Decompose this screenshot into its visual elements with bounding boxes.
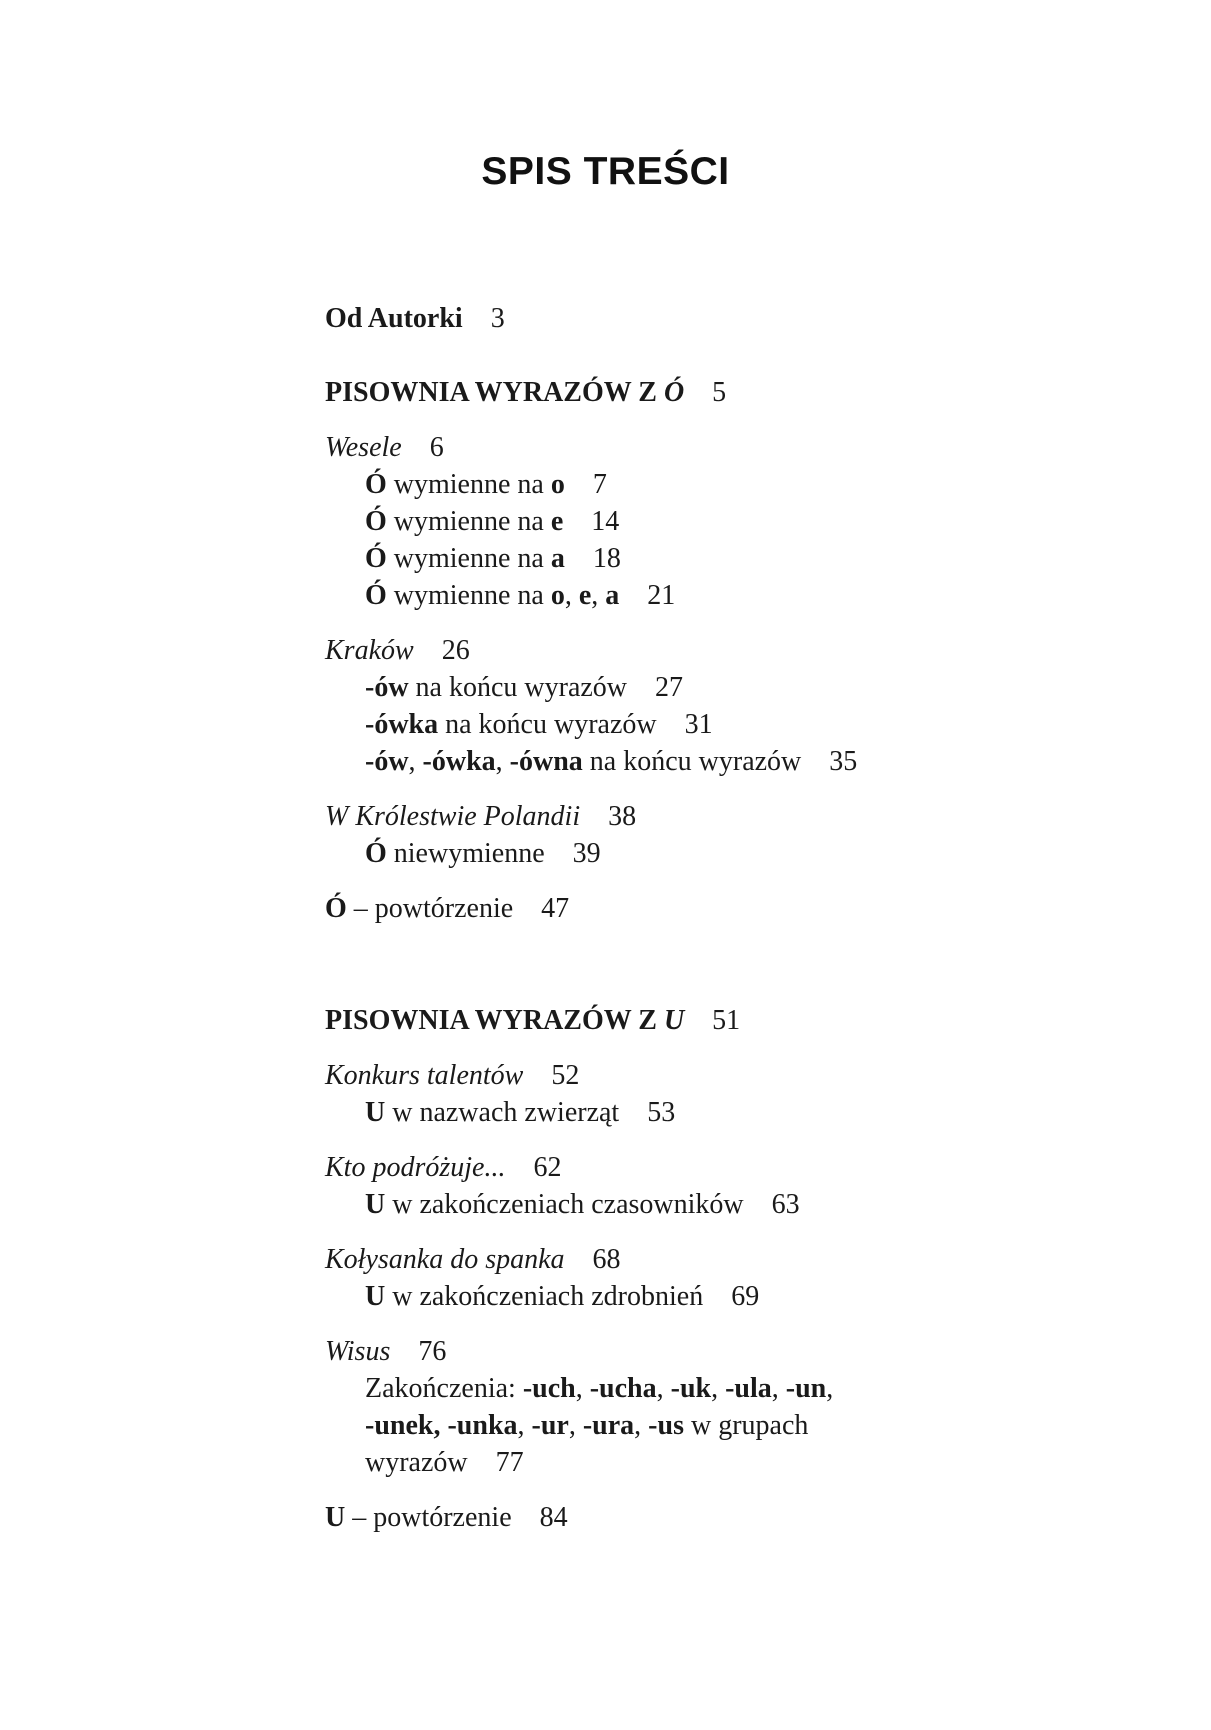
page-number: 35 <box>829 746 858 777</box>
page-number: 38 <box>608 801 637 832</box>
toc-section-o[interactable]: PISOWNIA WYRAZÓW Z Ó 5 <box>325 377 727 408</box>
page-number: 84 <box>539 1502 568 1533</box>
toc-subentry[interactable]: Ó niewymienne 39 <box>365 838 601 869</box>
toc-subentry[interactable]: U w zakończeniach zdrobnień 69 <box>365 1281 760 1312</box>
page-number: 39 <box>572 838 601 869</box>
table-of-contents <box>325 300 1085 1536</box>
toc-chapter-wisus[interactable]: Wisus 76 <box>325 1336 447 1367</box>
toc-subentry[interactable]: U w nazwach zwierząt 53 <box>365 1097 676 1128</box>
page-number: 5 <box>712 377 727 408</box>
page-number: 7 <box>592 469 607 500</box>
page-number: 51 <box>712 1005 741 1036</box>
toc-subentry[interactable]: Ó wymienne na o 7 <box>365 469 607 500</box>
page-number: 69 <box>731 1281 760 1312</box>
toc-subentry[interactable]: -ów na końcu wyrazów 27 <box>365 672 684 703</box>
toc-subentry-zakonczenia-line1[interactable]: Zakończenia: -uch, -ucha, -uk, -ula, -un, <box>365 1373 834 1404</box>
page-number: 62 <box>533 1152 562 1183</box>
toc-subentry[interactable]: Ó wymienne na e 14 <box>365 506 620 537</box>
page-number: 63 <box>771 1189 800 1220</box>
page-number: 47 <box>541 893 570 924</box>
page-number: 21 <box>647 580 676 611</box>
page-number: 27 <box>655 672 684 703</box>
toc-entry-o-powtorzenie[interactable]: Ó – powtórzenie 47 <box>325 893 570 924</box>
toc-subentry[interactable]: Ó wymienne na a 18 <box>365 543 621 574</box>
toc-subentry-zakonczenia-line3[interactable]: wyrazów 77 <box>365 1447 524 1478</box>
toc-entry-u-powtorzenie[interactable]: U – powtórzenie 84 <box>325 1502 568 1533</box>
toc-chapter-konkurs[interactable]: Konkurs talentów 52 <box>325 1060 580 1091</box>
page-number: 31 <box>684 709 713 740</box>
toc-subentry[interactable]: Ó wymienne na o, e, a 21 <box>365 580 676 611</box>
page-number: 52 <box>551 1060 580 1091</box>
page-number: 14 <box>591 506 620 537</box>
toc-chapter-krolestwo[interactable]: W Królestwie Polandii 38 <box>325 801 637 832</box>
page-number: 6 <box>429 432 444 463</box>
toc-subentry[interactable]: U w zakończeniach czasowników 63 <box>365 1189 800 1220</box>
toc-chapter-krakow[interactable]: Kraków 26 <box>325 635 470 666</box>
page-number: 76 <box>418 1336 447 1367</box>
toc-chapter-kolysanka[interactable]: Kołysanka do spanka 68 <box>325 1244 621 1275</box>
toc-subentry[interactable]: -ów, -ówka, -ówna na końcu wyrazów 35 <box>365 746 858 777</box>
page-number: 18 <box>592 543 621 574</box>
page-title: SPIS TREŚCI <box>481 150 730 193</box>
page-number: 3 <box>490 303 505 334</box>
toc-chapter-kto-podrozuje[interactable]: Kto podróżuje... 62 <box>325 1152 562 1183</box>
toc-section-u[interactable]: PISOWNIA WYRAZÓW Z U 51 <box>325 1005 741 1036</box>
toc-subentry-zakonczenia-line2[interactable]: -unek, -unka, -ur, -ura, -us w grupach <box>365 1410 809 1441</box>
toc-chapter-wesele[interactable]: Wesele 6 <box>325 432 444 463</box>
toc-subentry[interactable]: -ówka na końcu wyrazów 31 <box>365 709 713 740</box>
page-number: 77 <box>495 1447 524 1478</box>
page-number: 26 <box>441 635 470 666</box>
page-number: 68 <box>592 1244 621 1275</box>
toc-entry-od-autorki[interactable]: Od Autorki 3 <box>325 303 505 334</box>
page-number: 53 <box>647 1097 676 1128</box>
